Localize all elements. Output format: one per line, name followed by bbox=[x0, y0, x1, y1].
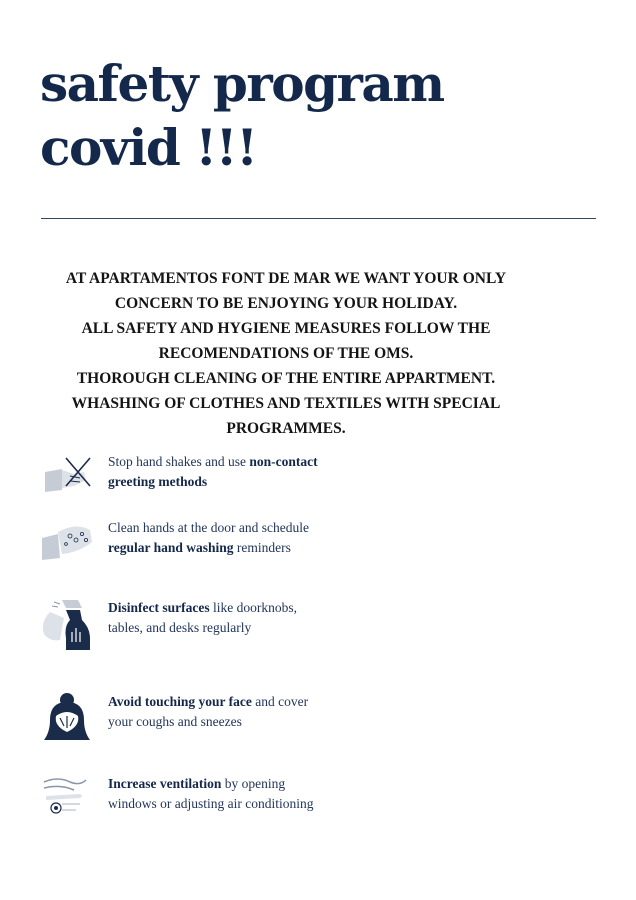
tip-face-touch bbox=[40, 692, 360, 756]
hand-washing-icon bbox=[40, 518, 94, 572]
intro-line: AT APARTAMENTOS FONT DE MAR WE WANT YOUR ONLY bbox=[65, 270, 507, 287]
page-title bbox=[40, 52, 444, 180]
tip-disinfect bbox=[40, 598, 360, 662]
title-line-1: safety program bbox=[40, 54, 444, 113]
intro-line: WHASHING OF CLOTHES AND TEXTILES WITH SPECIAL bbox=[71, 395, 501, 412]
spray-bottle-icon bbox=[40, 598, 94, 652]
intro-line: CONCERN TO BE ENJOYING YOUR HOLIDAY. bbox=[114, 295, 458, 312]
intro-line: PROGRAMMES. bbox=[226, 420, 346, 437]
title-line-2: covid !!! bbox=[40, 118, 257, 177]
intro-line: RECOMENDATIONS OF THE OMS. bbox=[158, 345, 414, 362]
tip-text: Clean hands at the door and schedule regular hand washing reminders bbox=[108, 520, 309, 555]
tip-ventilation bbox=[40, 774, 360, 838]
face-touch-icon bbox=[40, 692, 94, 746]
intro-statement bbox=[40, 266, 532, 441]
intro-line: ALL SAFETY AND HYGIENE MEASURES FOLLOW THE bbox=[81, 320, 491, 337]
tip-hand-washing bbox=[40, 518, 360, 582]
tip-text: Avoid touching your face and cover your coughs and sneezes bbox=[108, 694, 309, 729]
ventilation-icon bbox=[40, 774, 94, 828]
tip-text: Stop hand shakes and use non-contact greeting methods bbox=[108, 454, 318, 489]
no-handshake-icon bbox=[40, 452, 94, 506]
divider bbox=[41, 218, 596, 219]
tip-text: Increase ventilation by opening windows or adjusting air conditioning bbox=[108, 776, 314, 811]
tip-no-handshake bbox=[40, 452, 360, 516]
intro-line: THOROUGH CLEANING OF THE ENTIRE APPARTMENT. bbox=[76, 370, 496, 387]
tip-text: Disinfect surfaces like doorknobs, tables, and desks regularly bbox=[108, 600, 297, 635]
